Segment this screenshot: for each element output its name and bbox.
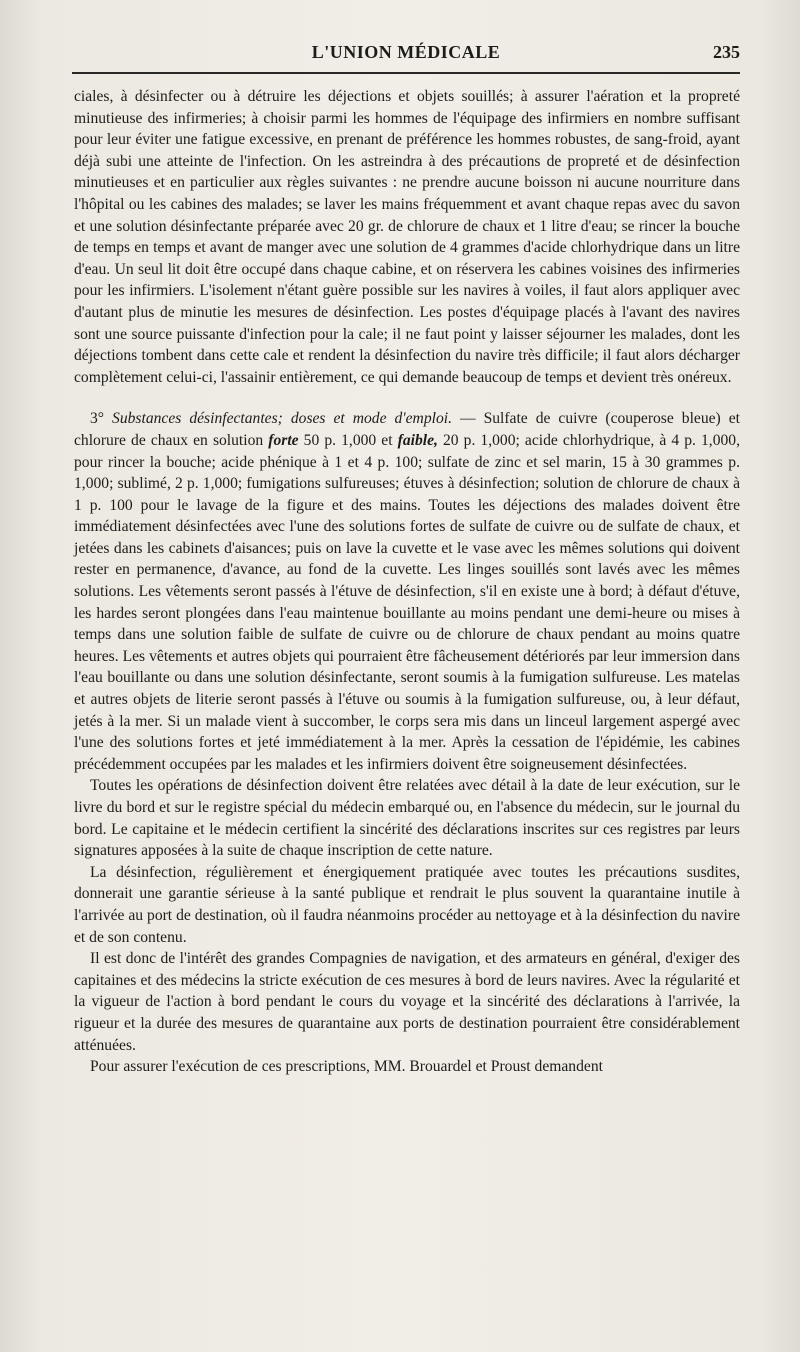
section-number: 3° <box>90 410 113 428</box>
emphasis-faible: faible, <box>397 431 438 449</box>
paragraph-records: Toutes les opérations de désinfection doivent être relatées avec détail à la date de leur exécution, sur le livre du bord et sur le registre spécial du médecin embarqué ou, en l'absence du médecin, sur le journal du bord. Le capitaine et le médecin certifient la sincérité des déclarations inscrites sur ces registres par leurs signatures apposées à la suite de chaque inscription de cette nature. <box>74 777 740 860</box>
page-number: 235 <box>713 42 740 62</box>
paragraph-text: 20 p. 1,000; acide chlorhydrique, à 4 p. 1,000, pour rincer la bouche; acide phénique à 1 et 4 p. 100; sulfate de zinc et sel marin, 15 à 30 grammes p. 1,000; sublimé, 2 p. 1,000; fumigations sulfureuses; étuves à désinfection; solution de chlorure de chaux à 1 p. 100 pour le lavage de la figure et des mains. Toutes les déjections des malades doivent être immédiatement désinfectées avec l'une des solutions fortes de sulfate de cuivre ou de sulfate de chaux, et jetées dans les cabinets d'aisances; puis on lave la cuvette et le vase avec les mêmes solutions qui doivent rester en permanence, d'avance, au fond de la cuvette. Les linges souillés sont lavés avec les mêmes solutions. Les vêtements seront passés à l'étuve de désinfection, s'il en existe une à bord; à défaut d'étuve, les hardes seront plongées dans l'eau maintenue bouillante au moins pendant une demi-heure ou mises à temps dans une solution faible de sulfate de cuivre ou de chlorure de chaux pendant au moins quatre heures. Les vêtements et autres objets qui pourraient être fâcheusement détériorés par leur immersion dans l'eau bouillante ou dans une solution désinfectante, seront soumis à la fumigation sulfureuse. Les matelas et autres objets de literie seront passés à l'étuve ou soumis à la fumigation sulfureuse, ou, à leur défaut, jetés à la mer. Si un malade vient à succomber, le corps sera mis dans un linceul largement aspergé avec l'une des solutions fortes et jeté immédiatement à la mer. Après la cessation de l'épidémie, les cabines précédemment occupées par les malades et les infirmiers doivent être soigneusement désinfectées. <box>74 431 740 773</box>
body-text <box>74 86 740 1078</box>
paragraph-companies: Il est donc de l'intérêt des grandes Compagnies de navigation, et des armateurs en général, d'exiger des capitaines et des médecins la stricte exécution de ces mesures à bord de leurs navires. Avec la régularité et la vigueur de l'action à bord pendant le cours du voyage et la sincérité des déclarations à l'arrivée, la rigueur et la durée des mesures de quarantaine aux ports de destination pourraient être considérablement atténuées. <box>74 950 740 1054</box>
emphasis-forte: forte <box>268 431 299 449</box>
paragraph-prescriptions: Pour assurer l'exécution de ces prescriptions, MM. Brouardel et Proust demandent <box>90 1058 603 1076</box>
paragraph-text: — Sulfate de cuivre (couperose bleue) et chlorure de chaux en solution <box>74 410 740 449</box>
running-title: L'UNION MÉDICALE <box>311 42 501 62</box>
paragraph-disinfectants <box>74 408 740 775</box>
page-header <box>72 38 740 74</box>
section-heading: Substances désinfectantes; doses et mode d'emploi. <box>112 410 452 428</box>
paragraph-guarantee: La désinfection, régulièrement et énergiquement pratiquée avec toutes les précautions susdites, donnerait une garantie sérieuse à la santé publique et rendrait le plus souvent la quarantaine inutile à l'arrivée au port de destination, où il faudra néanmoins procéder au nettoyage et à la désinfection du navire et de son contenu. <box>74 863 740 946</box>
paragraph-text: 50 p. 1,000 et <box>298 431 398 449</box>
paragraph-continuation: ciales, à désinfecter ou à détruire les déjections et objets souillés; à assurer l'aération et la propreté minutieuse des infirmeries; à choisir parmi les hommes de l'équipage des infirmiers en nombre suffisant pour leur éviter une fatigue excessive, en prenant de préférence les hommes robustes, de sang-froid, ayant déjà subi une atteinte de l'infection. On les astreindra à des précautions de propreté et de désinfection minutieuses et en particulier aux règles suivantes : ne prendre aucune boisson ni aucune nourriture dans l'hôpital ou les cabines des malades; se laver les mains fréquemment et avant chaque repas avec du savon et une solution désinfectante préparée avec 20 gr. de chlorure de chaux et 1 litre d'eau; se rincer la bouche de temps en temps et avant de manger avec une solution de 4 grammes d'acide chlorhydrique dans un litre d'eau. Un seul lit doit être occupé dans chaque cabine, et on réservera les cabines voisines des infirmeries pour les infirmiers. L'isolement n'étant guère possible sur les navires à voiles, il faut alors appliquer avec d'autant plus de minutie les mesures de désinfection. Les postes d'équipage placés à l'avant des navires sont une source puissante d'infection pour la cale; il ne faut point y laisser séjourner les malades, dont les déjections tombent dans cette cale et rendent la désinfection du navire très difficile; il faut alors décharger complètement celui-ci, l'assainir entièrement, ce qui demande beaucoup de temps et devient très onéreux. <box>74 88 740 386</box>
